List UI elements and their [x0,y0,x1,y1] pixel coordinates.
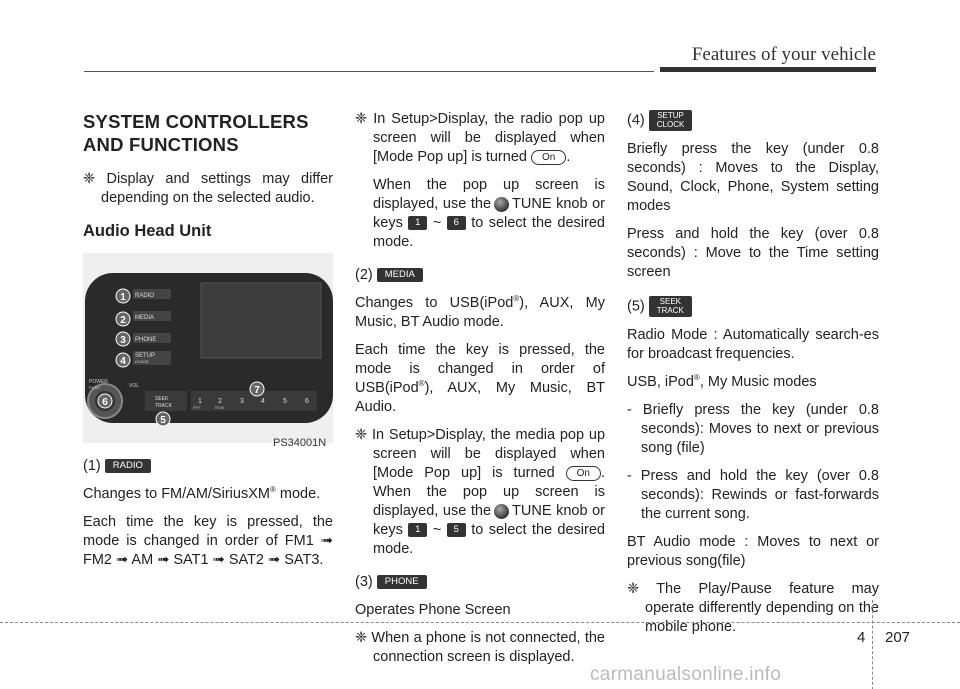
clock-button-label: CLOCK [135,359,149,364]
item5-radio: Radio Mode : Automatically search-es for broadcast frequencies. [627,327,879,362]
item5-bt: BT Audio mode : Moves to next or previous song(file) [627,534,879,569]
tune-knob-icon [494,197,509,212]
header-rule [84,71,654,72]
item5-brief: - Briefly press the key (under 0.8 seconds): Moves to next or previous song (file) [627,402,879,456]
rpt-label: RPT [193,405,201,410]
push-label: PUSH [89,385,101,390]
audio-head-unit-figure [83,253,333,449]
callout-3: 3 [120,335,126,346]
note-mark-icon: ❈ [355,427,368,443]
preset-5: 5 [283,398,287,405]
item5-usb: USB, iPod®, My Music modes [627,373,817,390]
key-6: 6 [447,216,466,230]
arrow-icon: ➟ [116,552,129,568]
rdm-label: RDM [215,405,225,410]
preset-1: 1 [198,398,202,405]
note-mark-icon: ❈ [627,581,640,597]
arrow-icon: ➟ [157,552,170,568]
vol-label: VOL [129,383,140,389]
item2-heading: (2) MEDIA [355,266,605,285]
media-button-label: MEDIA [135,315,155,321]
note-mark-icon: ❈ [83,171,96,187]
head-unit-illustration [83,253,333,443]
key-1: 1 [408,523,427,537]
column-3 [627,110,879,646]
item1-heading: (1) RADIO [83,457,333,476]
arrow-icon: ➟ [320,533,334,549]
radio-button-label: RADIO [135,293,155,299]
seek-track-key: SEEK TRACK [649,296,692,317]
radio-key: RADIO [105,459,151,473]
page-number: 207 [885,629,911,646]
watermark: carmanualsonline.info [590,664,782,685]
setup-button-label: SETUP [135,353,156,359]
media-popup-note: ❈ In Setup>Display, the media pop up screen will be displayed when [Mode Pop up] is turned On . When the pop up screen is displayed, use the TUNE knob or keys 1 ~ 5 to select the desired mode. [355,427,606,557]
key-5: 5 [447,523,466,537]
page-number-separator [872,600,873,689]
item4-heading: (4) SETUP CLOCK [627,110,879,131]
preset-6: 6 [305,398,309,405]
play-pause-note: ❈ The Play/Pause feature may operate differently depending on the mobile phone. [627,581,879,635]
note-mark-icon: ❈ [355,111,368,127]
phone-key: PHONE [377,575,427,589]
figure-caption: PS34001N [273,437,327,449]
callout-2: 2 [120,315,126,326]
preset-4: 4 [261,398,265,405]
callout-7: 7 [254,385,260,396]
footer-rule [0,622,960,623]
item2-desc: Changes to USB(iPod®), AUX, My Music, BT Audio mode. [355,294,605,330]
item4-brief: Briefly press the key (under 0.8 seconds) : Moves to the Display, Sound, Clock, Phone, System setting modes [627,141,879,214]
key-1: 1 [408,216,427,230]
column-2 [355,110,605,676]
callout-1: 1 [120,292,126,303]
radio-popup-detail: When the pop up screen is displayed, use the TUNE knob or keys 1 ~ 6 to select the desired mode. [373,177,605,250]
chapter-number: 4 [857,629,866,646]
preset-2: 2 [218,398,222,405]
arrow-icon: ➟ [268,552,281,568]
on-pill: On [566,466,601,481]
power-label: POWER [89,379,108,385]
item3-desc: Operates Phone Screen [355,602,511,618]
preset-3: 3 [240,398,244,405]
phone-note: ❈ When a phone is not connected, the connection screen is displayed. [355,630,605,665]
item5-hold: - Press and hold the key (over 0.8 seconds): Rewinds or fast-forwards the current song. [627,468,879,522]
phone-button-label: PHONE [135,337,157,343]
radio-popup-note: ❈ In Setup>Display, the radio pop up screen will be displayed when [Mode Pop up] is turned On . [355,111,605,165]
item1-sequence: Each time the key is pressed, the mode is changed in order of FM1 ➟ FM2 ➟ AM ➟ SAT1 ➟ SAT2 ➟ SAT3. [83,514,334,568]
note-mark-icon: ❈ [355,630,368,646]
track-label: TRACK [155,403,172,409]
tune-knob-icon [494,504,509,519]
arrow-icon: ➟ [212,552,225,568]
callout-5: 5 [160,415,166,426]
item1-desc: Changes to FM/AM/SiriusXM® mode. [83,485,321,502]
item2-sequence: Each time the key is pressed, the mode is changed in order of USB(iPod®), AUX, My Music, BT Audio. [355,342,605,415]
callout-6: 6 [102,397,108,408]
header-bar [660,67,876,72]
audio-head-unit-heading: Audio Head Unit [83,222,212,240]
item3-heading: (3) PHONE [355,573,605,592]
display-note: ❈ Display and settings may differ depending on the selected audio. [83,171,334,206]
item4-hold: Press and hold the key (over 0.8 seconds) : Move to the Time setting screen [627,226,879,280]
column-1 [83,110,333,579]
section-title: SYSTEM CONTROLLERS AND FUNCTIONS [83,111,309,155]
seek-label: SEEK [155,396,169,402]
callout-4: 4 [120,356,126,367]
media-key: MEDIA [377,268,423,282]
running-header-title: Features of your vehicle [691,44,876,65]
item5-heading: (5) SEEK TRACK [627,296,879,317]
setup-clock-key: SETUP CLOCK [649,110,693,131]
on-pill: On [531,150,566,165]
